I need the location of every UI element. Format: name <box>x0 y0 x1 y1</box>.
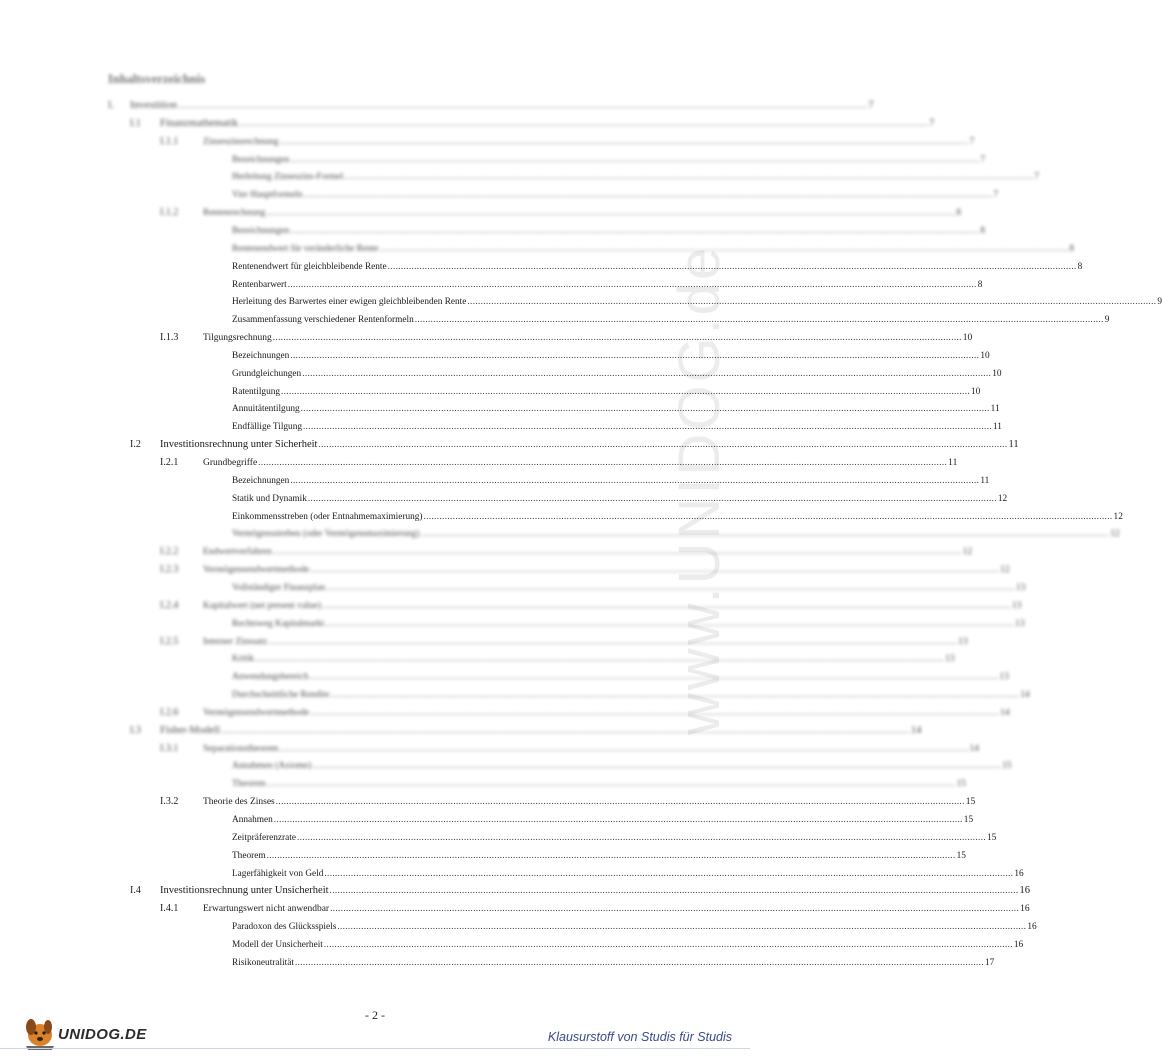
toc-entry-number: I.4.1 <box>160 903 179 915</box>
toc-entry-page: 13 <box>1011 600 1022 611</box>
toc-entry[interactable] <box>108 97 874 113</box>
toc-dot-leader: .................................................................................................................................................................................................................................................................... <box>255 653 945 664</box>
toc-entry-number: I.2.2 <box>160 546 179 558</box>
toc-dot-leader: .................................................................................................................................................................................................................................................................... <box>329 885 1019 896</box>
toc-dot-leader: .................................................................................................................................................................................................................................................................... <box>281 385 971 396</box>
toc-entry-page: 8 <box>977 279 983 290</box>
toc-entry-title: Bezeichnungen <box>232 475 290 486</box>
toc-dot-leader: .................................................................................................................................................................................................................................................................... <box>326 581 1016 592</box>
toc-entry[interactable] <box>232 865 1024 881</box>
toc-entry-page: 16 <box>1014 868 1024 879</box>
toc-dot-leader: .................................................................................................................................................................................................................................................................... <box>312 760 1002 771</box>
toc-entry[interactable] <box>160 454 958 470</box>
toc-entry-page: 12 <box>1110 529 1120 540</box>
toc-entry-title: Anwendungsbereich <box>232 672 309 683</box>
toc-dot-leader: .................................................................................................................................................................................................................................................................... <box>266 778 956 789</box>
toc-entry-page: 13 <box>999 672 1009 683</box>
toc-entry-page: 11 <box>1008 439 1019 451</box>
toc-entry-title: Ratentilgung <box>232 386 281 397</box>
toc-dot-leader: .................................................................................................................................................................................................................................................................... <box>290 153 980 164</box>
toc-dot-leader: .................................................................................................................................................................................................................................................................... <box>275 796 965 807</box>
toc-dot-leader: .................................................................................................................................................................................................................................................................... <box>467 296 1157 307</box>
toc-entry[interactable] <box>160 740 979 756</box>
toc-entry[interactable] <box>232 686 1030 702</box>
toc-entry-title: Rechtsweg Kapitalmarkt <box>232 618 325 629</box>
toc-entry-page: 8 <box>956 208 962 219</box>
toc-dot-leader: .................................................................................................................................................................................................................................................................... <box>297 831 986 842</box>
toc-dot-leader: .................................................................................................................................................................................................................................................................... <box>303 189 993 200</box>
toc-entry-page: 15 <box>1002 761 1012 772</box>
toc-entry-page: 15 <box>963 815 974 825</box>
toc-entry[interactable] <box>232 847 966 863</box>
toc-entry-number: I.1.2 <box>160 207 179 219</box>
toc-dot-leader: .................................................................................................................................................................................................................................................................... <box>423 510 1113 521</box>
toc-entry-page: 7 <box>980 154 985 165</box>
toc-entry[interactable] <box>232 775 966 791</box>
toc-entry[interactable] <box>232 222 985 238</box>
toc-dot-leader: .................................................................................................................................................................................................................................................................... <box>310 706 1000 717</box>
toc-dot-leader: .................................................................................................................................................................................................................................................................... <box>287 278 977 289</box>
toc-entry[interactable] <box>232 525 1120 541</box>
toc-entry-title: Durchschnittliche Rendite <box>232 690 330 701</box>
toc-entry-page: 7 <box>969 136 975 147</box>
toc-entry[interactable] <box>232 400 1000 416</box>
toc-entry-title: Investitionsrechnung unter Sicherheit <box>160 439 318 451</box>
toc-dot-leader: .................................................................................................................................................................................................................................................................... <box>330 689 1020 700</box>
toc-entry-title: Rentenendwert für gleichbleibende Rente <box>232 261 387 272</box>
toc-dot-leader: .................................................................................................................................................................................................................................................................... <box>178 100 868 110</box>
toc-entry-number: I.3.1 <box>160 742 179 754</box>
toc-entry[interactable] <box>160 704 1010 720</box>
toc-entry-title: Annahmen (Axiome) <box>232 761 312 772</box>
toc-entry-page: 14 <box>910 724 922 736</box>
toc-entry-page: 13 <box>958 636 968 647</box>
toc-entry-page: 13 <box>945 654 955 665</box>
toc-entry-page: 8 <box>980 225 985 236</box>
toc-entry-number: I.2.5 <box>160 635 179 647</box>
toc-dot-leader: .................................................................................................................................................................................................................................................................... <box>300 403 990 414</box>
toc-entry[interactable] <box>232 151 985 167</box>
toc-entry-number: I.2.6 <box>160 706 179 718</box>
toc-entry-title: Herleitung Zinseszins-Formel <box>232 172 344 183</box>
toc-entry[interactable] <box>232 293 1162 309</box>
toc-entry-title: Erwartungswert nicht anwendbar <box>203 904 330 915</box>
toc-dot-leader: .................................................................................................................................................................................................................................................................... <box>239 117 929 128</box>
toc-entry-page: 13 <box>1016 582 1026 593</box>
dog-eye-shape <box>42 1031 45 1034</box>
toc-dot-leader: .................................................................................................................................................................................................................................................................... <box>414 314 1104 325</box>
toc-entry-title: Separationstheorem <box>203 743 279 754</box>
toc-entry-title: Zinseszinsrechnung <box>203 136 279 147</box>
toc-entry-page: 16 <box>1013 939 1024 950</box>
toc-entry-title: Annahmen <box>232 815 273 825</box>
toc-entry-title: Bezeichnungen <box>232 225 290 236</box>
toc-entry-number: I.1.1 <box>160 135 179 147</box>
toc-entry-page: 17 <box>984 957 995 968</box>
toc-entry-title: Herleitung des Barwertes einer ewigen gleichbleibenden Rente <box>232 297 467 308</box>
toc-entry[interactable] <box>160 900 1030 916</box>
toc-entry[interactable] <box>160 329 973 345</box>
toc-entry-page: 10 <box>992 368 1002 379</box>
dog-eye-shape <box>34 1031 37 1034</box>
toc-entry-title: Kritik <box>232 654 255 665</box>
toc-dot-leader: .................................................................................................................................................................................................................................................................... <box>258 457 948 467</box>
footer-tagline: Klausurstoff von Studis für Studis <box>547 1030 732 1044</box>
toc-entry-page: 11 <box>990 404 1000 415</box>
toc-entry-title: Theorem <box>232 779 266 790</box>
toc-entry-page: 12 <box>962 547 973 558</box>
toc-entry[interactable] <box>232 276 983 292</box>
toc-entry-number: I.4 <box>130 885 141 897</box>
toc-entry-title: Statik und Dynamik <box>232 493 307 504</box>
toc-entry[interactable] <box>232 757 1012 773</box>
toc-entry[interactable] <box>130 436 1019 452</box>
toc-entry-page: 7 <box>929 117 935 129</box>
toc-entry-page: 13 <box>1015 618 1025 629</box>
toc-entry-title: Vier Hauptformeln <box>232 190 303 201</box>
toc-entry-title: Lagerfähigkeit von Geld <box>232 868 324 879</box>
toc-entry[interactable] <box>232 383 981 399</box>
toc-entry-title: Rentenrechnung <box>203 208 266 219</box>
toc-entry[interactable] <box>232 186 999 202</box>
toc-entry-title: Paradoxon des Glücksspiels <box>232 922 337 933</box>
toc-entry[interactable] <box>232 311 1110 327</box>
toc-entry-page: 12 <box>997 493 1008 504</box>
toc-entry-page: 15 <box>956 779 966 790</box>
toc-entry-title: Vermögensendwertmethode <box>203 707 310 718</box>
toc-entry-title: Endwertverfahren <box>203 547 272 558</box>
toc-dot-leader: .................................................................................................................................................................................................................................................................... <box>266 207 956 218</box>
toc-entry-title: Theorem <box>232 850 266 861</box>
toc-entry-title: Zusammenfassung verschiedener Rentenformeln <box>232 315 414 326</box>
toc-entry-page: 8 <box>1069 243 1075 254</box>
toc-entry-page: 15 <box>965 797 976 808</box>
toc-entry[interactable] <box>232 258 1083 274</box>
dog-ear-shape <box>44 1020 52 1034</box>
toc-dot-leader: .................................................................................................................................................................................................................................................................... <box>379 242 1069 253</box>
toc-entry-title: Tilgungsrechnung <box>203 333 272 344</box>
toc-entry-number: I.3.2 <box>160 796 179 808</box>
toc-entry-title: Annuitätentilgung <box>232 404 300 415</box>
toc-heading: Inhaltsverzeichnis <box>108 72 206 86</box>
toc-entry[interactable] <box>232 936 1024 952</box>
toc-entry[interactable] <box>232 615 1025 631</box>
toc-entry-title: Risikoneutralität <box>232 957 294 968</box>
toc-entry-number: I.2.3 <box>160 564 179 576</box>
toc-dot-leader: .................................................................................................................................................................................................................................................................... <box>307 492 997 503</box>
toc-entry[interactable] <box>160 633 968 649</box>
toc-dot-leader: .................................................................................................................................................................................................................................................................... <box>318 439 1008 450</box>
toc-dot-leader: .................................................................................................................................................................................................................................................................... <box>344 171 1034 182</box>
toc-entry[interactable] <box>232 365 1002 381</box>
toc-dot-leader: .................................................................................................................................................................................................................................................................... <box>330 903 1020 914</box>
toc-entry-page: 11 <box>980 475 990 486</box>
toc-entry[interactable] <box>130 115 935 131</box>
toc-entry[interactable] <box>232 829 997 845</box>
toc-dot-leader: .................................................................................................................................................................................................................................................................... <box>323 938 1013 949</box>
toc-dot-leader: .................................................................................................................................................................................................................................................................... <box>420 528 1110 539</box>
toc-entry-title: Bezeichnungen <box>232 154 290 165</box>
toc-entry[interactable] <box>130 882 1031 898</box>
toc-entry-page: 10 <box>962 333 973 344</box>
toc-dot-leader: .................................................................................................................................................................................................................................................................... <box>279 742 969 753</box>
toc-dot-leader: .................................................................................................................................................................................................................................................................... <box>337 921 1027 932</box>
toc-entry-number: I.2.4 <box>160 599 179 611</box>
toc-entry[interactable] <box>232 508 1123 524</box>
toc-dot-leader: .................................................................................................................................................................................................................................................................... <box>290 349 980 360</box>
toc-entry-title: Interner Zinssatz <box>203 636 268 647</box>
toc-entry-page: 15 <box>987 832 997 843</box>
toc-entry-title: Bezeichnungen <box>232 350 290 361</box>
toc-entry-page: 12 <box>1000 565 1010 576</box>
toc-entry-number: I.1.3 <box>160 332 179 344</box>
toc-dot-leader: .................................................................................................................................................................................................................................................................... <box>324 867 1014 878</box>
toc-entry[interactable] <box>232 240 1075 256</box>
toc-dot-leader: .................................................................................................................................................................................................................................................................... <box>310 564 1000 575</box>
page-number: - 2 - <box>365 1008 385 1022</box>
footer-divider <box>0 1048 750 1049</box>
toc-dot-leader: .................................................................................................................................................................................................................................................................... <box>220 724 910 735</box>
toc-dot-leader: .................................................................................................................................................................................................................................................................... <box>387 260 1077 271</box>
toc-entry-title: Rentenbarwert <box>232 279 287 290</box>
toc-dot-leader: .................................................................................................................................................................................................................................................................... <box>321 599 1011 610</box>
toc-entry-title: Zeitpräferenzrate <box>232 832 296 843</box>
toc-entry-page: 11 <box>948 458 958 468</box>
toc-entry[interactable] <box>232 918 1037 934</box>
toc-entry-title: Modell der Unsicherheit <box>232 939 323 950</box>
toc-entry-title: Endfällige Tilgung <box>232 422 302 433</box>
toc-entry-title: Grundgleichungen <box>232 368 302 379</box>
toc-dot-leader: .................................................................................................................................................................................................................................................................... <box>272 332 962 343</box>
toc-entry-page: 11 <box>993 422 1002 433</box>
toc-entry-page: 9 <box>1104 315 1110 326</box>
toc-entry-page: 16 <box>1027 922 1037 933</box>
toc-dot-leader: .................................................................................................................................................................................................................................................................... <box>279 135 969 146</box>
toc-entry-number: I.1 <box>130 117 141 129</box>
toc-entry-title: Theorie des Zinses <box>203 797 275 808</box>
dog-nose-shape <box>37 1037 43 1041</box>
toc-entry-title: Fisher-Modell <box>160 724 220 736</box>
toc-dot-leader: .................................................................................................................................................................................................................................................................... <box>268 635 958 646</box>
toc-entry-title: Investitionsrechnung unter Unsicherheit <box>160 885 329 897</box>
toc-entry[interactable] <box>130 722 922 738</box>
toc-entry[interactable] <box>160 543 973 559</box>
toc-entry[interactable] <box>160 133 975 149</box>
toc-entry-page: 8 <box>1077 261 1083 272</box>
toc-entry-number: I.2.1 <box>160 457 179 468</box>
logo-text: UNIDOG.DE <box>58 1026 147 1043</box>
toc-entry-page: 12 <box>1113 511 1123 522</box>
toc-entry-page: 15 <box>956 850 966 861</box>
toc-entry-title: Investition <box>130 99 178 111</box>
toc-entry[interactable] <box>232 472 990 488</box>
toc-entry-title: Rentenendwert für veränderliche Rente <box>232 243 379 254</box>
toc-dot-leader: .................................................................................................................................................................................................................................................................... <box>302 367 992 378</box>
toc-entry-title: Kapitalwert (net present value) <box>203 600 321 611</box>
toc-entry[interactable] <box>160 597 1022 613</box>
toc-entry-page: 16 <box>1020 904 1030 915</box>
toc-dot-leader: .................................................................................................................................................................................................................................................................... <box>290 474 980 485</box>
toc-entry[interactable] <box>160 204 962 220</box>
toc-entry-number: I.2 <box>130 439 141 451</box>
toc-dot-leader: .................................................................................................................................................................................................................................................................... <box>325 617 1015 628</box>
toc-dot-leader: .................................................................................................................................................................................................................................................................... <box>294 956 984 967</box>
toc-entry[interactable] <box>232 347 990 363</box>
toc-entry[interactable] <box>232 954 995 970</box>
toc-entry-page: 16 <box>1019 885 1031 897</box>
watermark-text: www.UNIDOG.de <box>667 244 732 735</box>
toc-entry-page: 10 <box>971 386 981 397</box>
toc-entry[interactable] <box>232 811 974 827</box>
toc-dot-leader: .................................................................................................................................................................................................................................................................... <box>290 224 980 235</box>
toc-entry-page: 7 <box>993 190 999 201</box>
toc-entry-page: 14 <box>969 743 979 754</box>
toc-entry-page: 7 <box>868 99 874 111</box>
toc-entry-title: Finanzmathematik <box>160 117 239 129</box>
toc-entry-page: 14 <box>1020 690 1030 701</box>
toc-entry-page: 9 <box>1157 297 1162 308</box>
toc-entry-title: Vermögensendwertmethode <box>203 565 310 576</box>
toc-entry[interactable] <box>160 793 976 809</box>
toc-entry-page: 10 <box>980 350 990 361</box>
toc-entry-title: Einkommensstreben (oder Entnahmemaximierung) <box>232 511 423 522</box>
toc-entry-page: 14 <box>1000 707 1010 718</box>
toc-entry-title: Vermögensstreben (oder Vermögensmaximierung) <box>232 529 420 540</box>
toc-entry-page: 7 <box>1034 172 1039 183</box>
toc-entry[interactable] <box>232 650 955 666</box>
toc-entry-title: Vollständiger Finanzplan <box>232 582 326 593</box>
toc-entry[interactable] <box>232 579 1026 595</box>
toc-entry-number: I. <box>108 100 114 111</box>
toc-dot-leader: .................................................................................................................................................................................................................................................................... <box>303 421 992 432</box>
toc-entry[interactable] <box>232 418 1002 434</box>
toc-dot-leader: .................................................................................................................................................................................................................................................................... <box>266 849 956 860</box>
toc-entry[interactable] <box>232 668 1009 684</box>
toc-entry[interactable] <box>232 168 1039 184</box>
toc-dot-leader: .................................................................................................................................................................................................................................................................... <box>273 814 963 824</box>
toc-dot-leader: .................................................................................................................................................................................................................................................................... <box>272 546 962 557</box>
toc-entry[interactable] <box>160 561 1010 577</box>
toc-entry-title: Grundbegriffe <box>203 458 258 468</box>
toc-entry[interactable] <box>232 490 1008 506</box>
toc-entry-number: I.3 <box>130 724 141 736</box>
toc-dot-leader: .................................................................................................................................................................................................................................................................... <box>309 671 999 682</box>
